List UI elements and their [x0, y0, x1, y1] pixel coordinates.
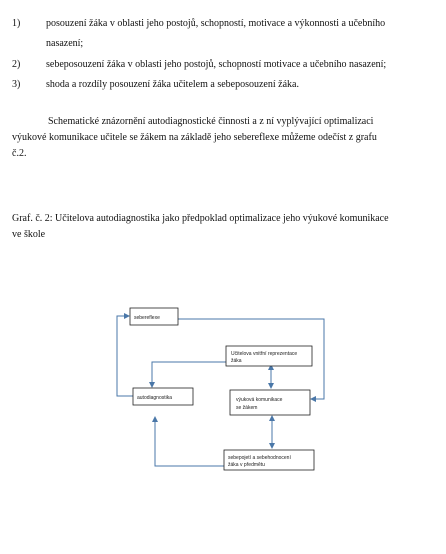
svg-text:autodiagnostika: autodiagnostika — [137, 395, 173, 401]
list-text: sebeposouzení žáka v oblasti jeho postojů, schopností motivace a učebního nasazení; — [46, 59, 387, 70]
box-ucitelova-reprezentace — [226, 346, 312, 366]
box-autodiagnostika — [133, 388, 193, 405]
box-vyukova-komunikace — [230, 390, 310, 415]
figure-caption: Graf. č. 2: Učitelova autodiagnostika jako předpoklad optimalizace jeho výukové komunikace ve škole — [12, 213, 389, 240]
body-paragraph: Schematické znázornění autodiagnostické činnosti a z ní vyplývající optimalizaci výukové komunikace učitele se žákem na základě jeho sebereflexe můžeme odečíst z grafu č.2. — [12, 116, 377, 159]
svg-text:žáka: žáka — [231, 358, 242, 364]
svg-text:sebereflexe: sebereflexe — [134, 315, 160, 321]
svg-text:sebepojetí a sebehodnocení: sebepojetí a sebehodnocení — [228, 455, 291, 461]
svg-text:se žákem: se žákem — [236, 405, 258, 411]
list-number: 1) — [12, 18, 21, 29]
svg-text:žáka v předmětu: žáka v předmětu — [228, 462, 265, 468]
svg-text:výuková komunikace: výuková komunikace — [236, 397, 283, 403]
list-text: shoda a rozdíly posouzení žáka učitelem a sebeposouzení žáka. — [46, 79, 299, 90]
svg-text:Učitelova vnitřní reprezentace: Učitelova vnitřní reprezentace — [231, 351, 298, 357]
box-sebereflexe — [130, 308, 178, 325]
list-number: 2) — [12, 59, 21, 70]
list-text: posouzení žáka v oblasti jeho postojů, schopností, motivace a výkonnosti a učebního nasazení; — [46, 18, 386, 49]
list-number: 3) — [12, 79, 21, 90]
box-sebepojeti — [224, 450, 314, 470]
